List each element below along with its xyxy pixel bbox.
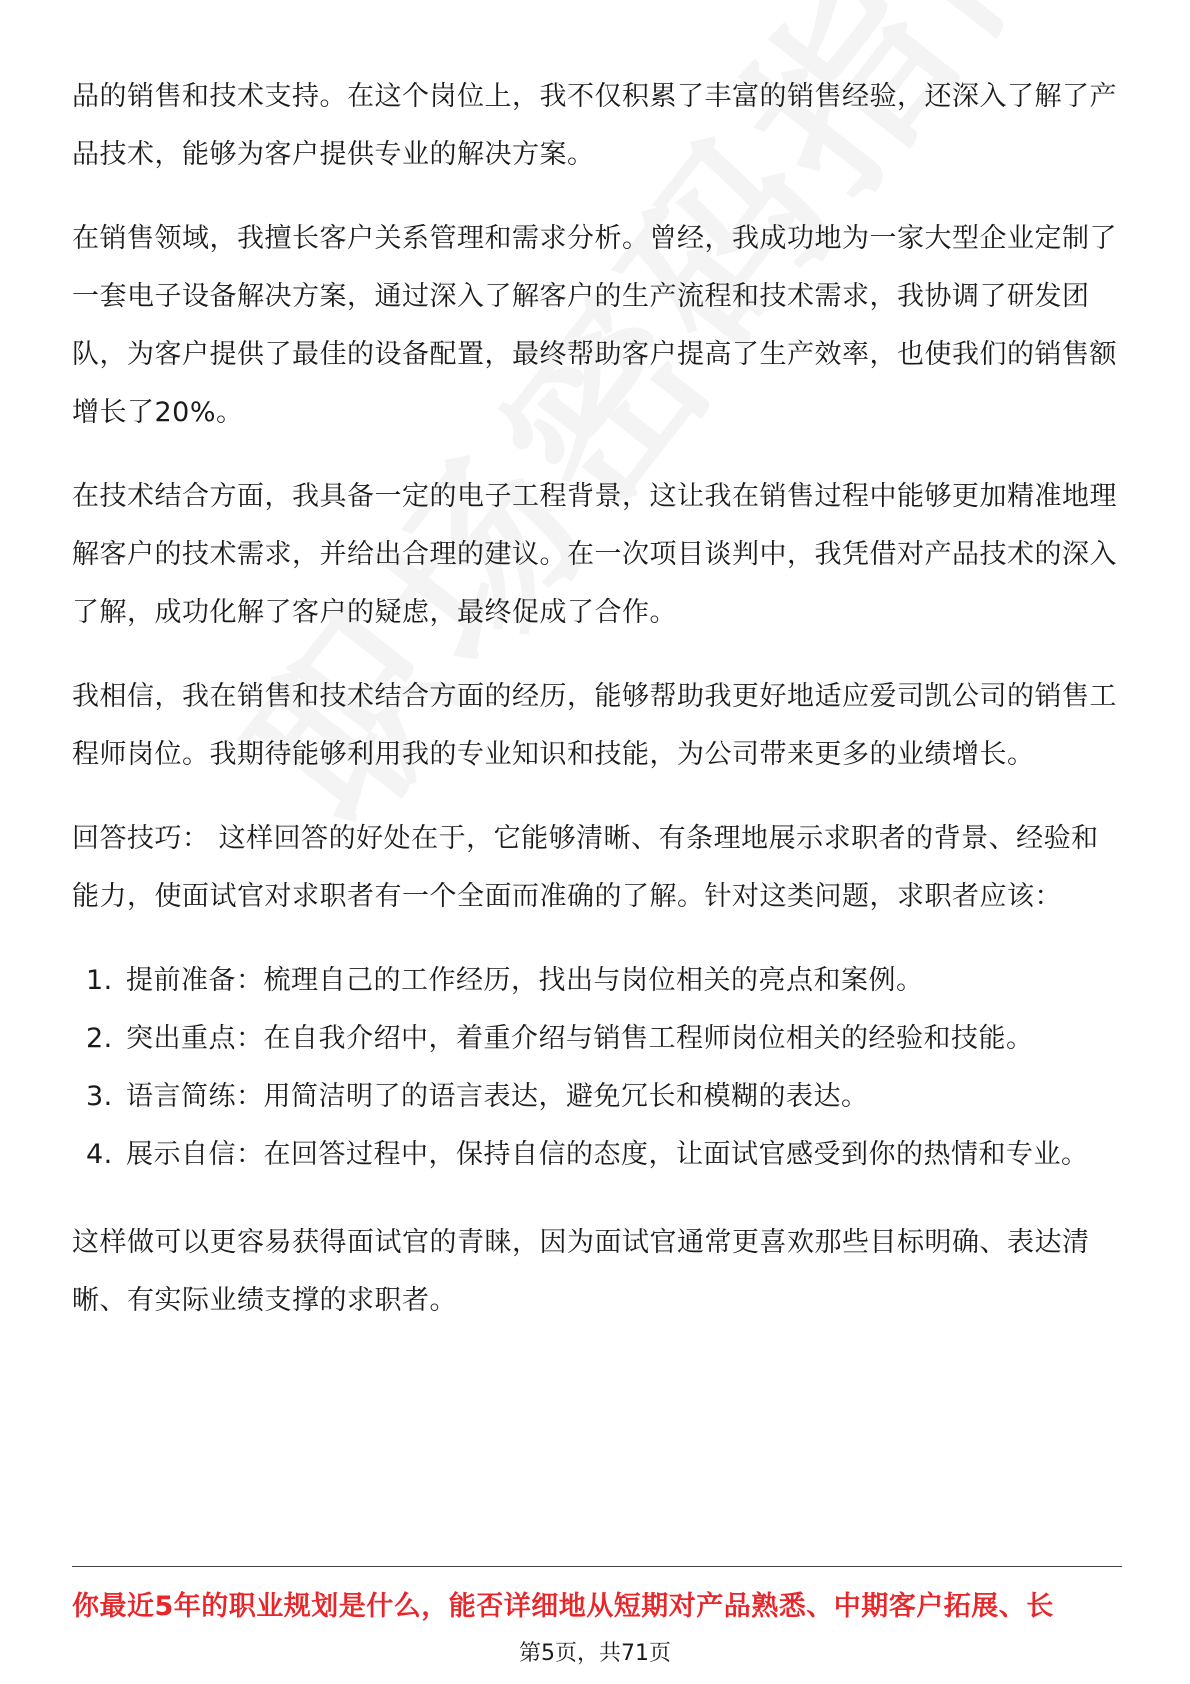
tips-list <box>72 952 1122 1184</box>
list-item-number: 4. <box>86 1139 113 1170</box>
list-item-text: 提前准备：梳理自己的工作经历，找出与岗位相关的亮点和案例。 <box>126 965 924 996</box>
answer-body <box>72 68 1122 1356</box>
list-item-text: 语言简练：用简洁明了的语言表达，避免冗长和模糊的表达。 <box>126 1081 869 1112</box>
list-item-number: 2. <box>86 1023 113 1054</box>
list-item-text: 突出重点：在自我介绍中，着重介绍与销售工程师岗位相关的经验和技能。 <box>126 1023 1034 1054</box>
section-divider <box>72 1566 1122 1567</box>
paragraph-conclusion: 我相信，我在销售和技术结合方面的经历，能够帮助我更好地适应爱司凯公司的销售工程师岗位。我期待能够利用我的专业知识和技能，为公司带来更多的业绩增长。 <box>72 681 1117 770</box>
paragraph-closing: 这样做可以更容易获得面试官的青睐，因为面试官通常更喜欢那些目标明确、表达清晰、有实际业绩支撑的求职者。 <box>72 1227 1090 1316</box>
next-question-heading: 你最近5年的职业规划是什么，能否详细地从短期对产品熟悉、中期客户拓展、长 <box>72 1591 1054 1622</box>
list-item-number: 1. <box>86 965 113 996</box>
list-item <box>72 1010 1122 1068</box>
list-item-number: 3. <box>86 1081 113 1112</box>
list-item <box>72 1126 1122 1184</box>
paragraph-technical-background: 在技术结合方面，我具备一定的电子工程背景，这让我在销售过程中能够更加精准地理解客户的技术需求，并给出合理的建议。在一次项目谈判中，我凭借对产品技术的深入了解，成功化解了客户的疑虑，最终促成了合作。 <box>72 481 1117 628</box>
page-number-footer: 第5页，共71页 <box>519 1641 671 1666</box>
list-item <box>72 1068 1122 1126</box>
paragraph-sales-experience: 在销售领域，我擅长客户关系管理和需求分析。曾经，我成功地为一家大型企业定制了一套电子设备解决方案，通过深入了解客户的生产流程和技术需求，我协调了研发团队，为客户提供了最佳的设备配置，最终帮助客户提高了生产效率，也使我们的销售额增长了20%。 <box>72 223 1117 428</box>
list-item-text: 展示自信：在回答过程中，保持自信的态度，让面试官感受到你的热情和专业。 <box>126 1139 1089 1170</box>
list-item <box>72 952 1122 1010</box>
paragraph-answer-tips: 回答技巧： 这样回答的好处在于，它能够清晰、有条理地展示求职者的背景、经验和能力，使面试官对求职者有一个全面而准确的了解。针对这类问题，求职者应该： <box>72 823 1099 912</box>
paragraph-intro-continued: 品的销售和技术支持。在这个岗位上，我不仅积累了丰富的销售经验，还深入了解了产品技术，能够为客户提供专业的解决方案。 <box>72 81 1117 170</box>
